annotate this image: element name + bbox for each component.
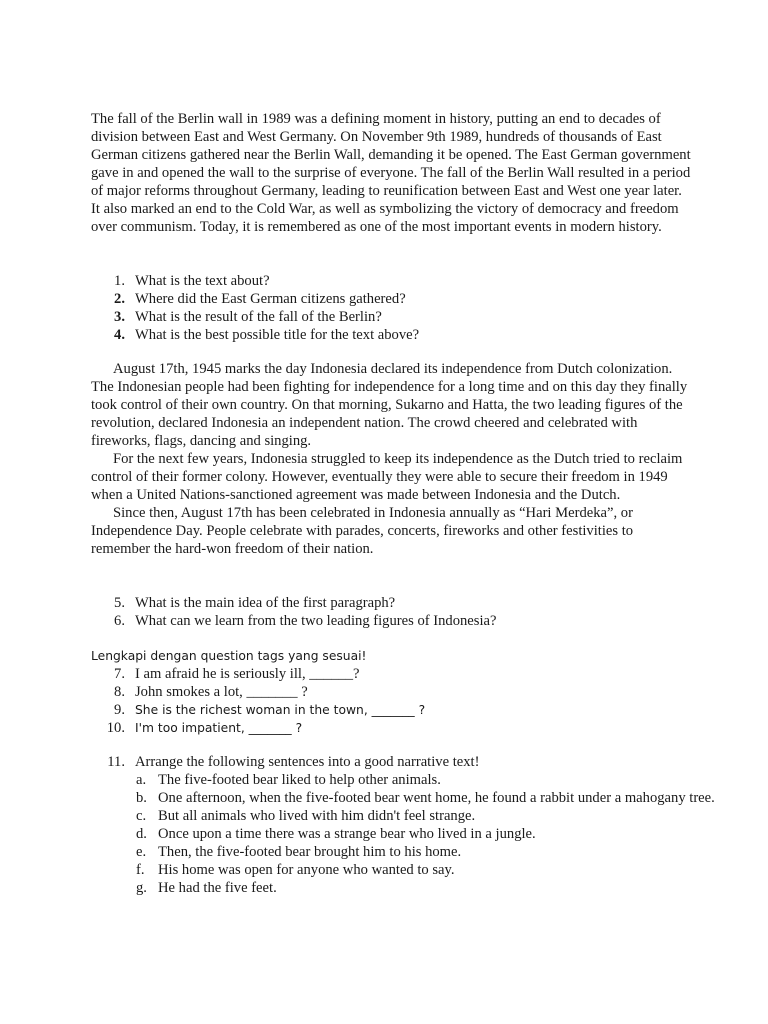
question-number: 2. <box>114 291 125 307</box>
question-5 <box>91 594 691 612</box>
question-7 <box>91 665 691 683</box>
question-text: Arrange the following sentences into a good narrative text! <box>135 754 480 770</box>
section-heading: Lengkapi dengan question tags yang sesuai! <box>91 649 367 663</box>
item-letter: g. <box>136 880 147 896</box>
arrange-item-d <box>91 825 691 843</box>
question-text: What is the text about? <box>135 273 270 289</box>
item-letter: e. <box>136 844 147 860</box>
question-number: 7. <box>114 666 125 682</box>
question-number: 5. <box>114 595 125 611</box>
question-text: What can we learn from the two leading figures of Indonesia? <box>135 613 497 629</box>
question-1 <box>91 272 691 290</box>
item-text: One afternoon, when the five-footed bear went home, he found a rabbit under a mahogany tree. <box>158 790 715 806</box>
question-text: I'm too impatient, _______ ? <box>135 721 303 735</box>
question-4 <box>91 326 691 344</box>
question-number: 9. <box>114 702 125 718</box>
question-9 <box>91 701 691 719</box>
question-text: John smokes a lot, _______ ? <box>135 684 308 700</box>
question-2 <box>91 290 691 308</box>
passage-berlin-text: The fall of the Berlin wall in 1989 was a defining moment in history, putting an end to decades of division between East and West Germany. On November 9th 1989, hundreds of thousands of East German citizens gathered near the Berlin Wall, demanding it be opened. The East German government gave in and opened the wall to the surprise of everyone. The fall of the Berlin Wall resulted in a period of major reforms throughout Germany, leading to reunification between East and West one year later. It also marked an end to the Cold War, as well as symbolizing the victory of democracy and freedom over communism. Today, it is remembered as one of the most important events in modern history. <box>91 111 691 235</box>
arrange-item-c <box>91 807 691 825</box>
item-letter: a. <box>136 772 147 788</box>
question-6 <box>91 612 691 630</box>
question-tags-section <box>91 647 691 737</box>
question-11 <box>91 753 691 771</box>
item-letter: c. <box>136 808 147 824</box>
question-number: 10. <box>106 720 125 736</box>
item-text: Then, the five-footed bear brought him to his home. <box>158 844 462 860</box>
arrange-item-e <box>91 843 691 861</box>
question-number: 1. <box>114 273 125 289</box>
question-text: Where did the East German citizens gathered? <box>135 291 406 307</box>
item-letter: d. <box>136 826 147 842</box>
question-number: 4. <box>114 327 125 343</box>
question-text: What is the result of the fall of the Berlin? <box>135 309 382 325</box>
item-text: He had the five feet. <box>158 880 277 896</box>
item-text: Once upon a time there was a strange bear who lived in a jungle. <box>158 826 536 842</box>
question-text: What is the best possible title for the text above? <box>135 327 420 343</box>
question-3 <box>91 308 691 326</box>
questions-indonesia <box>91 594 691 630</box>
item-text: But all animals who lived with him didn't feel strange. <box>158 808 476 824</box>
arrange-item-a <box>91 771 691 789</box>
item-text: The five-footed bear liked to help other animals. <box>158 772 441 788</box>
question-text: What is the main idea of the first paragraph? <box>135 595 396 611</box>
arrange-item-b <box>91 789 718 807</box>
passage-indonesia <box>91 360 691 558</box>
arrange-item-g <box>91 879 691 897</box>
arrange-item-f <box>91 861 691 879</box>
question-text: I am afraid he is seriously ill, ______? <box>135 666 360 682</box>
question-10 <box>91 719 691 737</box>
item-letter: f. <box>136 862 145 878</box>
passage-indonesia-p2: For the next few years, Indonesia struggled to keep its independence as the Dutch tried to reclaim control of their former colony. However, eventually they were able to secure their freedom in 1949 when a United Nations-sanctioned agreement was made between Indonesia and the Dutch. <box>91 451 683 503</box>
passage-indonesia-p1: August 17th, 1945 marks the day Indonesia declared its independence from Dutch colonization. The Indonesian people had been fighting for independence for a long time and on this day they finally took control of their own country. On that morning, Sukarno and Hatta, the two leading figures of the revolution, declared Indonesia an independent nation. The crowd cheered and celebrated with fireworks, flags, dancing and singing. <box>91 361 688 449</box>
passage-indonesia-p3: Since then, August 17th has been celebrated in Indonesia annually as “Hari Merdeka”, or Independence Day. People celebrate with parades, concerts, fireworks and other festivities to remember the hard-won freedom of their nation. <box>91 505 634 557</box>
question-number: 6. <box>114 613 125 629</box>
question-text: She is the richest woman in the town, _______ ? <box>135 703 426 717</box>
arrange-section <box>91 753 715 897</box>
question-number: 11. <box>107 754 125 770</box>
item-text: His home was open for anyone who wanted to say. <box>158 862 455 878</box>
passage-berlin <box>91 110 691 236</box>
question-number: 3. <box>114 309 125 325</box>
question-8 <box>91 683 691 701</box>
questions-berlin <box>91 272 691 344</box>
item-letter: b. <box>136 790 147 806</box>
question-number: 8. <box>114 684 125 700</box>
